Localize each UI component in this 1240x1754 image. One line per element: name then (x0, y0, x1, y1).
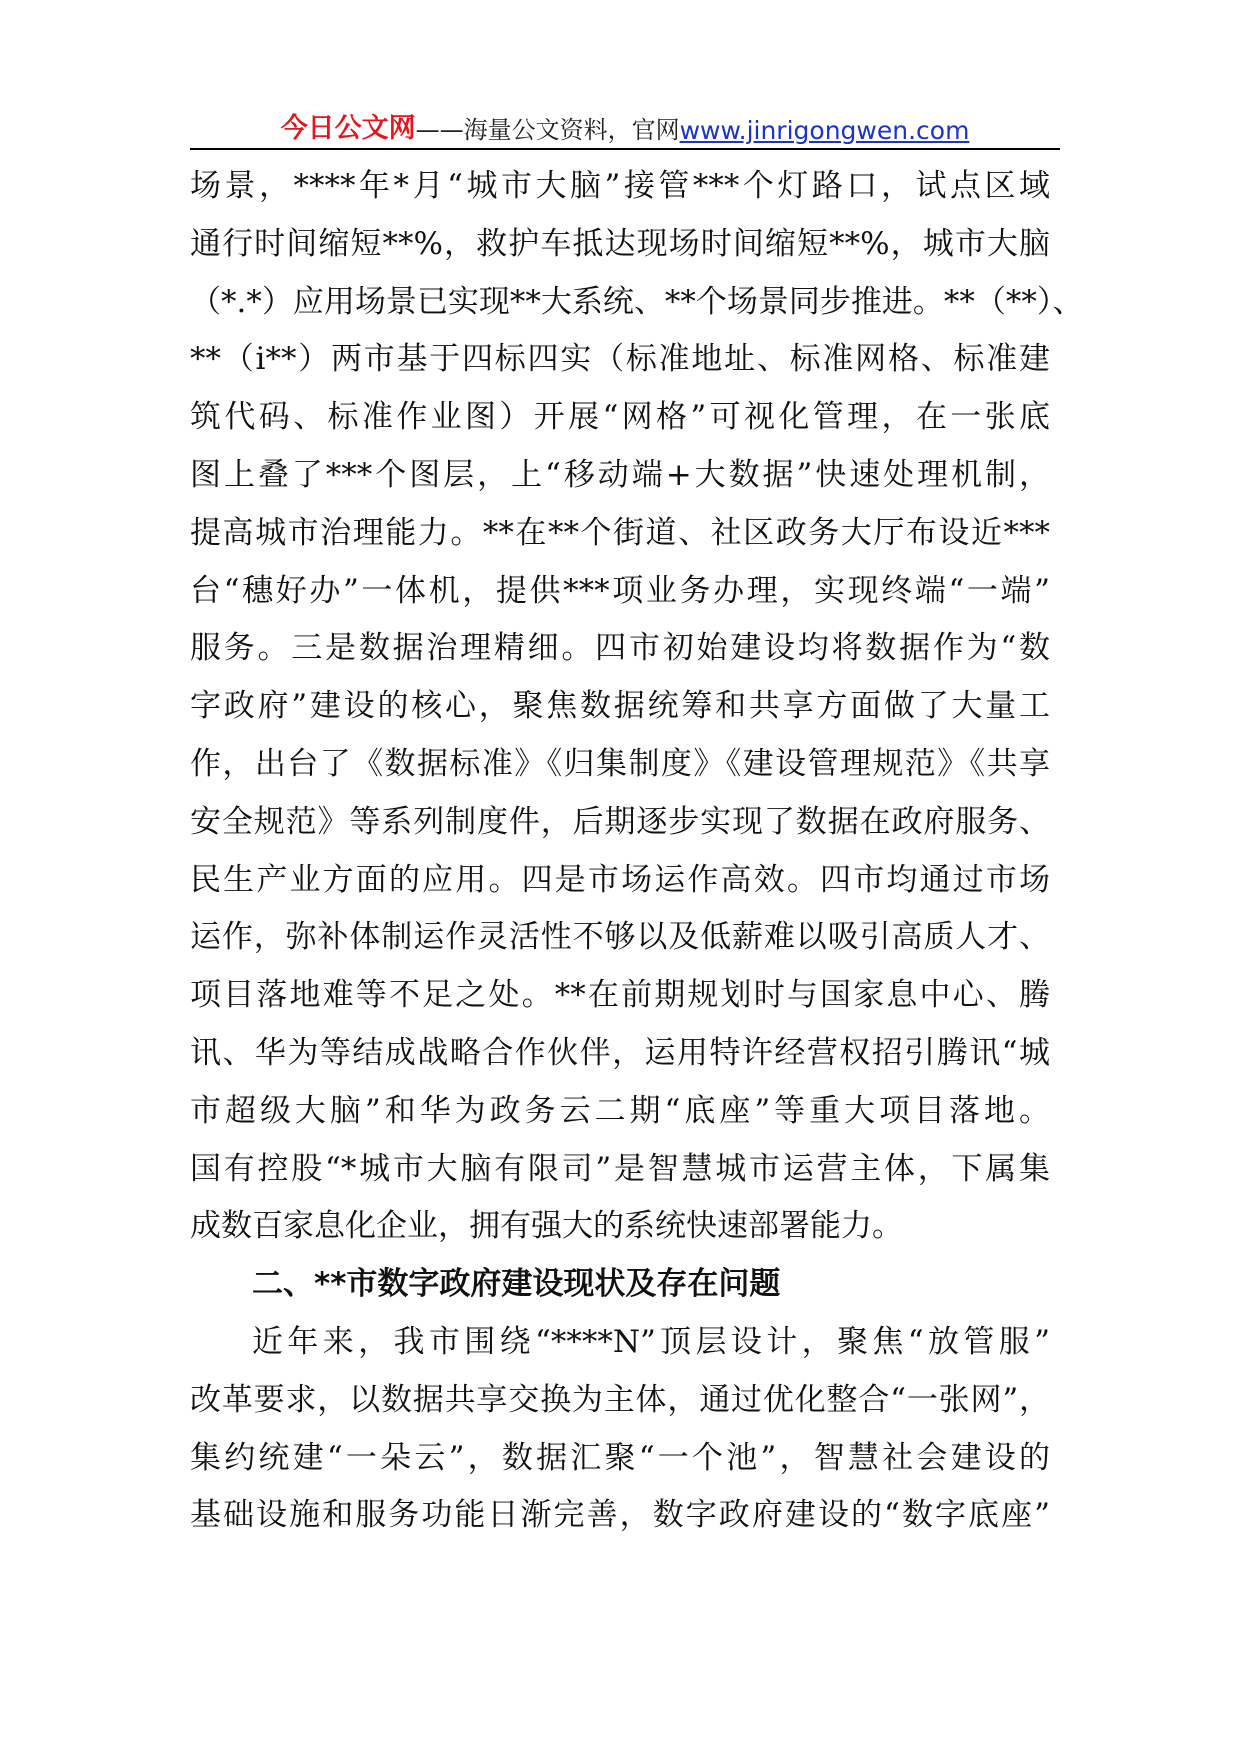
text-line: 近年来，我市围绕“****N”顶层设计，聚焦“放管服” (252, 1323, 1050, 1360)
text-line: 市超级大脑”和华为政务云二期“底座”等重大项目落地。 (190, 1092, 1050, 1129)
website-link[interactable]: www.jinrigongwen.com (679, 116, 970, 145)
header-tagline: ——海量公文资料，官网 (415, 116, 680, 144)
text-line: 讯、华为等结成战略合作伙伴，运用特许经营权招引腾讯“城 (190, 1034, 1050, 1071)
text-line: 筑代码、标准作业图）开展“网格”可视化管理，在一张底 (190, 399, 1050, 436)
text-line: 安全规范》等系列制度件，后期逐步实现了数据在政府服务、 (190, 803, 1050, 840)
text-line: 字政府”建设的核心，聚焦数据统筹和共享方面做了大量工 (190, 688, 1050, 725)
text-line: 台“穗好办”一体机，提供***项业务办理，实现终端“一端” (190, 572, 1050, 609)
text-line: 图上叠了***个图层，上“移动端+大数据”快速处理机制， (190, 456, 1050, 493)
text-line: 服务。三是数据治理精细。四市初始建设均将数据作为“数 (190, 630, 1050, 667)
text-line: 成数百家息化企业，拥有强大的系统快速部署能力。 (190, 1208, 903, 1245)
section-heading: 二、**市数字政府建设现状及存在问题 (252, 1266, 781, 1303)
text-line: **（i**）两市基于四标四实（标准地址、标准网格、标准建 (190, 341, 1050, 378)
text-line: 提高城市治理能力。**在**个街道、社区政务大厅布设近*** (190, 514, 1050, 551)
text-line: 集约统建“一朵云”，数据汇聚“一个池”，智慧社会建设的 (190, 1439, 1050, 1476)
text-line: 场景，****年*月“城市大脑”接管***个灯路口，试点区域 (190, 168, 1050, 204)
text-line: 民生产业方面的应用。四是市场运作高效。四市均通过市场 (190, 861, 1050, 898)
text-line: 项目落地难等不足之处。**在前期规划时与国家息中心、腾 (190, 977, 1050, 1014)
text-line: 改革要求，以数据共享交换为主体，通过优化整合“一张网”， (190, 1381, 1050, 1418)
text-line: 运作，弥补体制运作灵活性不够以及低薪难以吸引高质人才、 (190, 919, 1050, 956)
text-line: （*.*）应用场景已实现**大系统、**个场景同步推进。**（**）、 (190, 283, 1084, 320)
text-line: 国有控股“*城市大脑有限司”是智慧城市运营主体，下属集 (190, 1150, 1050, 1187)
text-line: 基础设施和服务功能日渐完善，数字政府建设的“数字底座” (190, 1497, 1050, 1534)
text-line: 作，出台了《数据标准》《归集制度》《建设管理规范》《共享 (190, 745, 1050, 782)
brand-name: 今日公文网 (280, 113, 416, 144)
text-line: 通行时间缩短**%，救护车抵达现场时间缩短**%，城市大脑 (190, 225, 1050, 262)
document-body (190, 158, 1084, 1545)
page-header (190, 104, 1060, 150)
